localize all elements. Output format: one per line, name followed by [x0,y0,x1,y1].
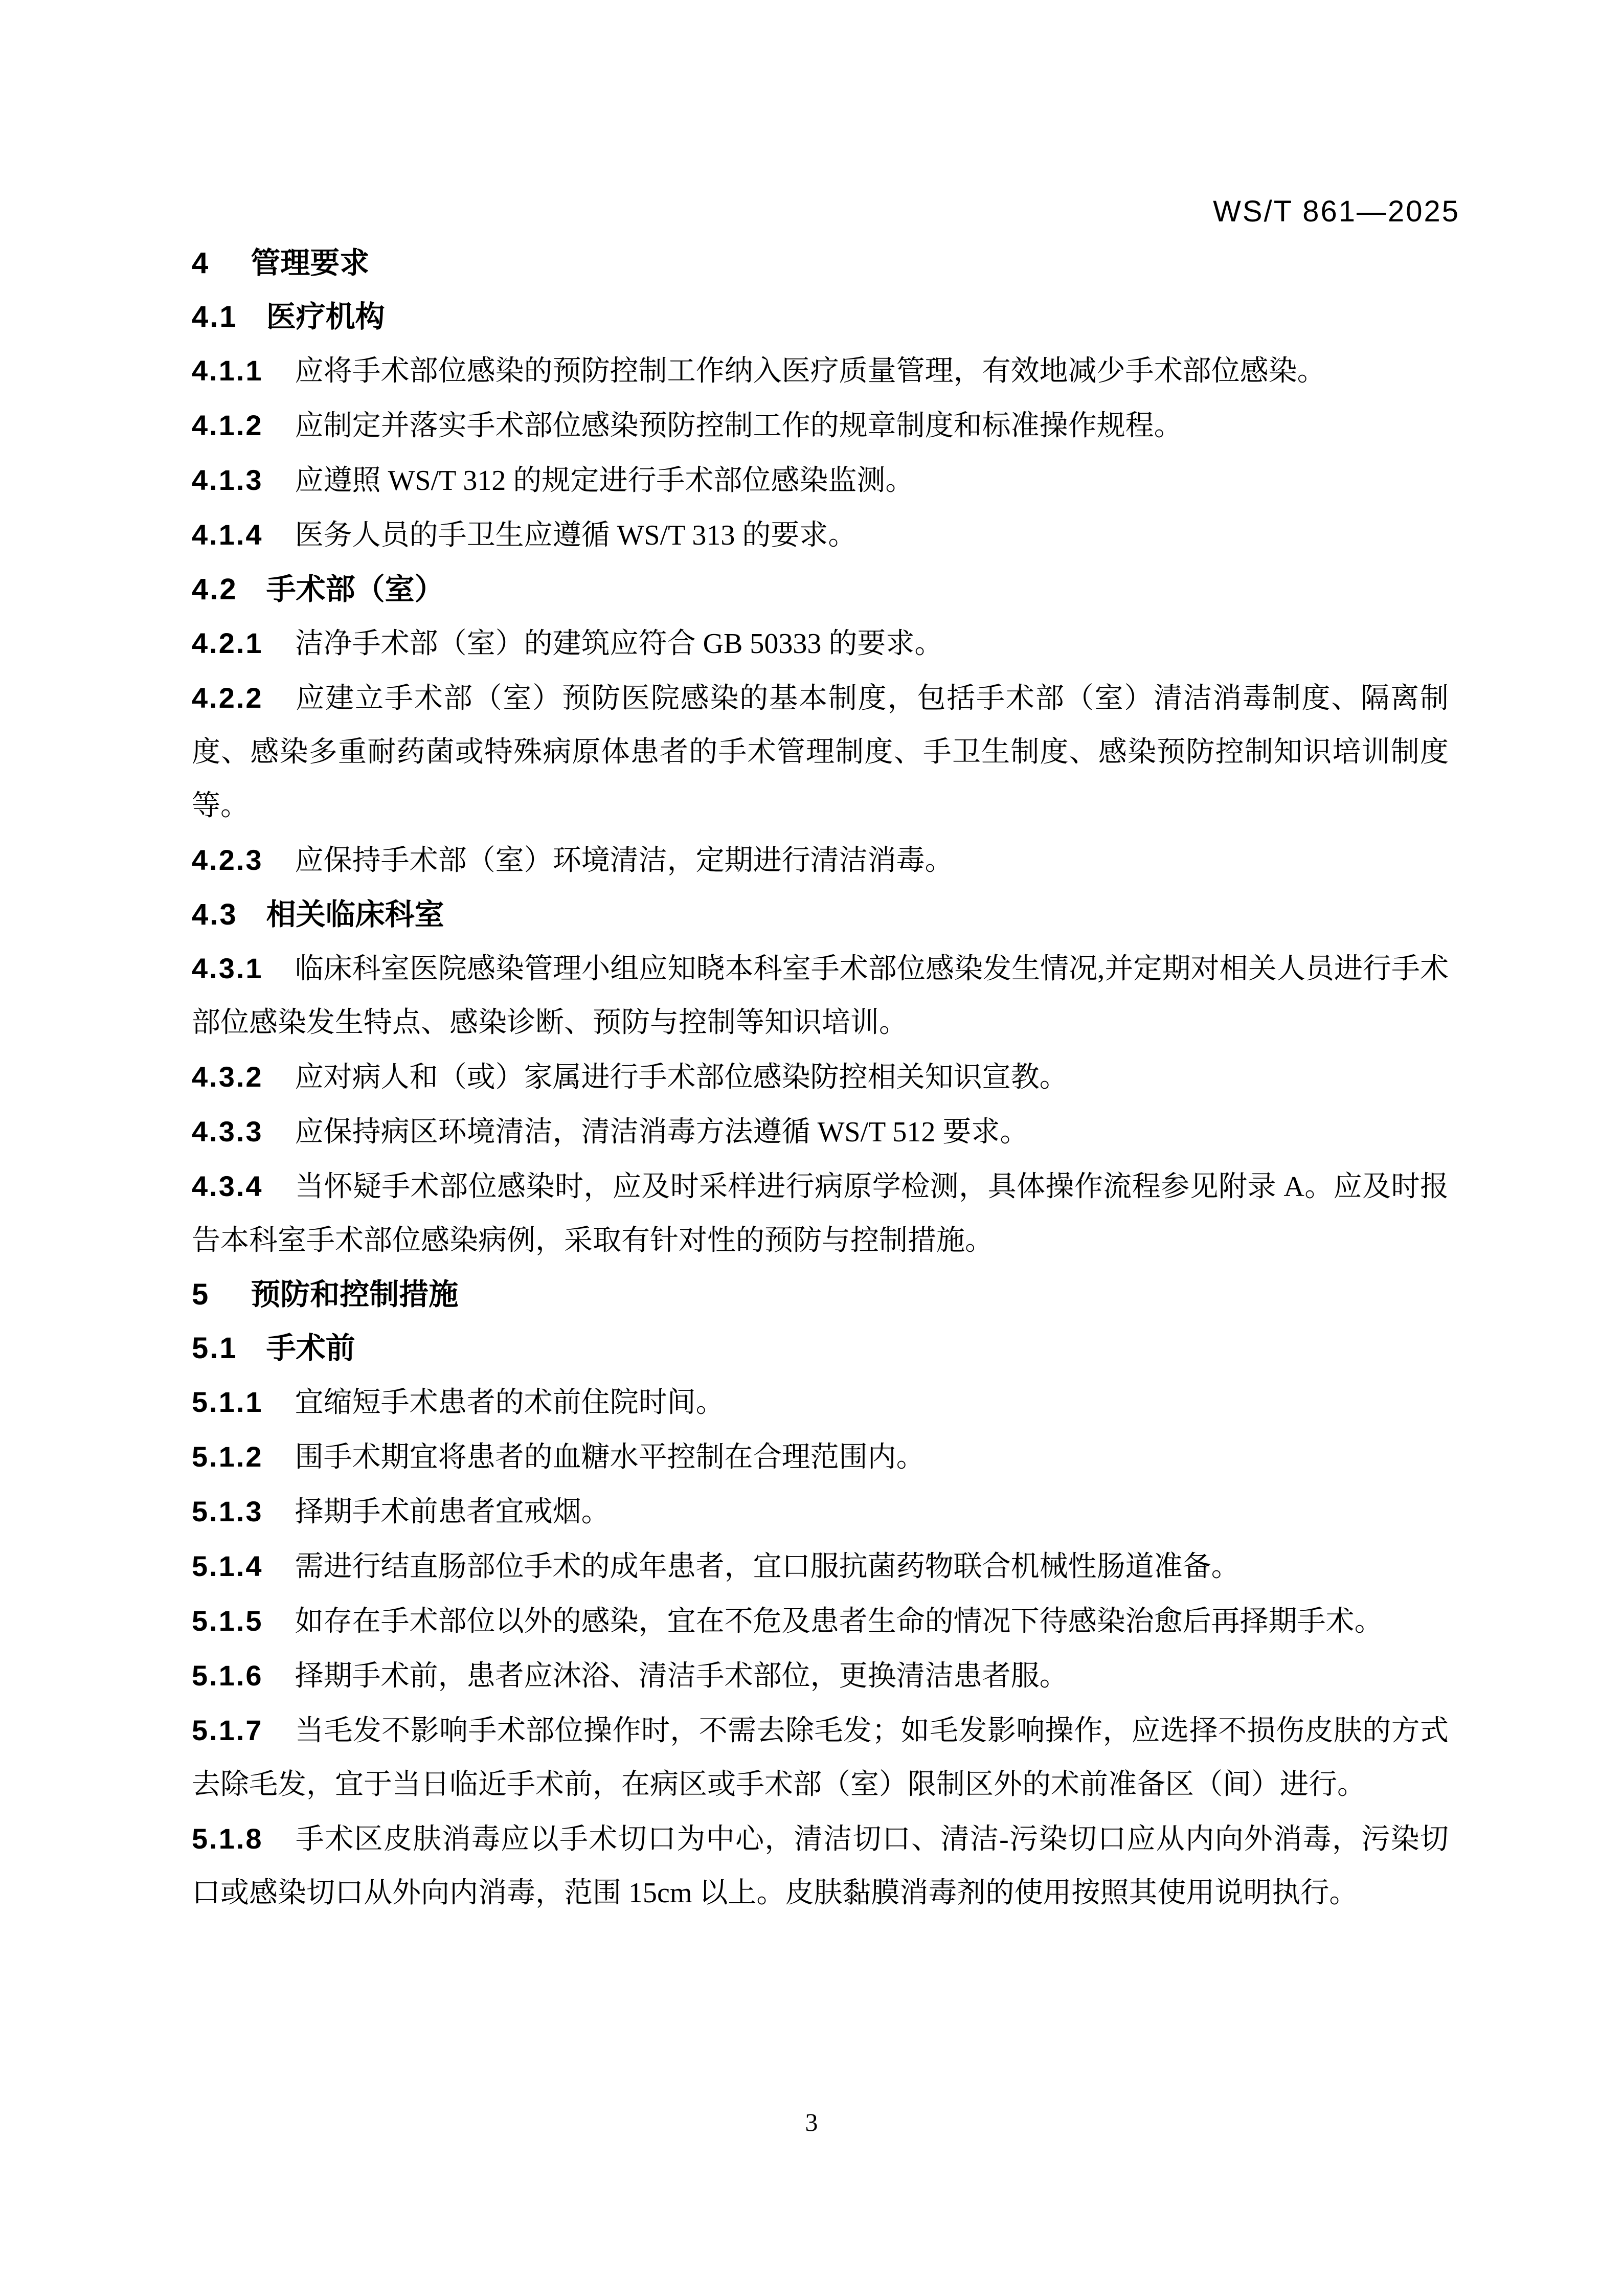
section-title: 相关临床科室 [266,898,444,931]
clause-text: 围手术期宜将患者的血糖水平控制在合理范围内。 [295,1442,925,1473]
chapter-heading-5 [192,1268,1449,1321]
clause-text: 应将手术部位感染的预防控制工作纳入医疗质量管理，有效地减少手术部位感染。 [295,355,1326,387]
clause-4-3-4 [192,1159,1449,1268]
clause-number: 4.2.3 [192,844,263,876]
clause-text: 洁净手术部（室）的建筑应符合 GB 50333 的要求。 [295,628,943,660]
clause-number: 5.1.2 [192,1440,263,1473]
clause-5-1-8 [192,1812,1449,1920]
section-title: 手术前 [266,1332,355,1365]
clause-number: 4.1.1 [192,354,263,387]
clause-5-1-2 [192,1430,1449,1484]
clause-4-1-3 [192,453,1449,508]
page-number: 3 [805,2108,818,2136]
clause-4-2-2 [192,671,1449,833]
clause-text: 宜缩短手术患者的术前住院时间。 [295,1387,725,1419]
clause-number: 5.1.4 [192,1550,263,1582]
clause-text: 如存在手术部位以外的感染，宜在不危及患者生命的情况下待感染治愈后再择期手术。 [295,1606,1383,1637]
clause-number: 4.1.4 [192,519,263,551]
clause-number: 5.1.7 [192,1714,263,1746]
clause-text: 需进行结直肠部位手术的成年患者，宜口服抗菌药物联合机械性肠道准备。 [295,1551,1240,1583]
clause-4-1-1 [192,344,1449,398]
clause-number: 4.3.3 [192,1115,263,1147]
clause-text: 当怀疑手术部位感染时，应及时采样进行病原学检测，具体操作流程参见附录 A。应及时报告本科室手术部位感染病例，采取有针对性的预防与控制措施。 [192,1171,1449,1256]
clause-number: 4.1.2 [192,409,263,441]
section-title: 医疗机构 [266,300,385,333]
clause-5-1-5 [192,1594,1449,1649]
clause-number: 5.1.5 [192,1605,263,1637]
chapter-title: 管理要求 [251,246,370,280]
clause-text: 手术区皮肤消毒应以手术切口为中心，清洁切口、清洁-污染切口应从内向外消毒，污染切口或感染切口从外向内消毒，范围 15cm 以上。皮肤黏膜消毒剂的使用按照其使用说明执行。 [192,1824,1449,1909]
section-number: 4.1 [192,300,238,333]
section-number: 4.3 [192,898,238,931]
clause-4-3-2 [192,1050,1449,1105]
clause-text: 应保持手术部（室）环境清洁，定期进行清洁消毒。 [295,845,954,876]
clause-5-1-6 [192,1649,1449,1703]
clause-text: 当毛发不影响手术部位操作时，不需去除毛发；如毛发影响操作，应选择不损伤皮肤的方式去除毛发，宜于当日临近手术前，在病区或手术部（室）限制区外的术前准备区（间）进行。 [192,1715,1449,1800]
clause-number: 4.2.1 [192,627,263,659]
clause-text: 择期手术前，患者应沐浴、清洁手术部位，更换清洁患者服。 [295,1660,1068,1692]
clause-4-1-4 [192,508,1449,562]
clause-number: 4.2.2 [192,682,263,714]
clause-text: 择期手术前患者宜戒烟。 [295,1496,610,1528]
clause-text: 应建立手术部（室）预防医院感染的基本制度，包括手术部（室）清洁消毒制度、隔离制度、感染多重耐药菌或特殊病原体患者的手术管理制度、手卫生制度、感染预防控制知识培训制度等。 [192,683,1449,822]
clause-4-3-3 [192,1105,1449,1159]
clause-number: 5.1.1 [192,1386,263,1418]
clause-4-2-1 [192,616,1449,671]
clause-number: 5.1.3 [192,1495,263,1527]
standard-code: WS/T 861—2025 [1213,195,1460,228]
section-heading-4-2 [192,562,1449,616]
page-header [192,196,1460,228]
clause-5-1-7 [192,1703,1449,1812]
clause-text: 应遵照 WS/T 312 的规定进行手术部位感染监测。 [295,465,914,497]
document-body [192,236,1449,1920]
chapter-number: 4 [192,246,210,280]
clause-4-2-3 [192,833,1449,888]
section-title: 手术部（室） [266,573,444,606]
clause-number: 4.1.3 [192,464,263,496]
clause-number: 4.3.1 [192,952,263,984]
clause-5-1-3 [192,1484,1449,1539]
clause-4-1-2 [192,398,1449,453]
section-number: 5.1 [192,1332,238,1365]
page-footer [0,2108,1623,2136]
clause-number: 5.1.8 [192,1822,263,1855]
clause-number: 4.3.2 [192,1061,263,1093]
clause-5-1-4 [192,1539,1449,1594]
chapter-title: 预防和控制措施 [251,1278,459,1311]
clause-number: 4.3.4 [192,1170,263,1202]
clause-4-3-1 [192,941,1449,1050]
clause-text: 临床科室医院感染管理小组应知晓本科室手术部位感染发生情况,并定期对相关人员进行手术部位感染发生特点、感染诊断、预防与控制等知识培训。 [192,953,1449,1039]
clause-text: 医务人员的手卫生应遵循 WS/T 313 的要求。 [295,520,857,551]
chapter-number: 5 [192,1278,210,1311]
clause-5-1-1 [192,1375,1449,1430]
section-heading-5-1 [192,1321,1449,1375]
clause-number: 5.1.6 [192,1659,263,1692]
section-heading-4-1 [192,290,1449,344]
chapter-heading-4 [192,236,1449,290]
clause-text: 应对病人和（或）家属进行手术部位感染防控相关知识宣教。 [295,1062,1068,1093]
section-heading-4-3 [192,888,1449,941]
clause-text: 应保持病区环境清洁，清洁消毒方法遵循 WS/T 512 要求。 [295,1116,1029,1148]
clause-text: 应制定并落实手术部位感染预防控制工作的规章制度和标准操作规程。 [295,410,1183,442]
section-number: 4.2 [192,573,238,606]
